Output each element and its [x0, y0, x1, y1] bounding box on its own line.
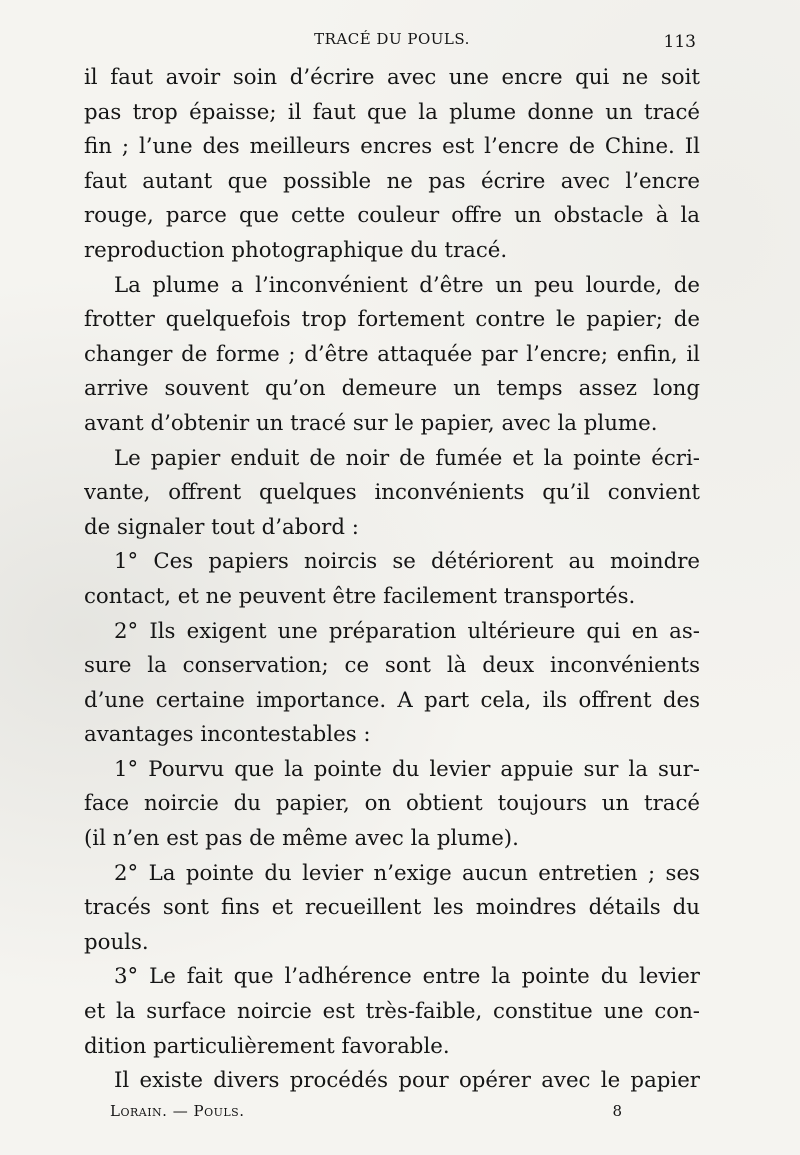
text-line: Le papier enduit de noir de fumée et la pointe écri- — [114, 445, 700, 471]
text-line: il faut avoir soin d’écrire avec une encre qui ne soit — [84, 65, 700, 90]
text-line: contact, et ne peuvent être facilement transportés. — [84, 583, 636, 609]
text-line: 2° Ils exigent une préparation ultérieure qui en as- — [114, 618, 700, 644]
text-line: tracés sont fins et recueillent les moindres détails du — [84, 895, 700, 921]
page-footer — [110, 1102, 630, 1126]
page-number: 113 — [663, 32, 696, 52]
text-line: 2° La pointe du levier n’exige aucun entretien ; ses — [114, 860, 700, 886]
text-line: La plume a l’inconvénient d’être un peu lourde, de — [114, 272, 700, 298]
text-line: frotter quelquefois trop fortement contre le papier; de — [84, 307, 700, 333]
text-line: 3° Le fait que l’adhérence entre la pointe du levier — [114, 964, 700, 990]
text-line: et la surface noircie est très-faible, constitue une con- — [84, 999, 700, 1025]
text-line: faut autant que possible ne pas écrire avec l’encre — [84, 168, 700, 194]
text-line: reproduction photographique du tracé. — [84, 237, 508, 263]
text-line: pas trop épaisse; il faut que la plume donne un tracé — [84, 99, 700, 125]
text-line: vante, offrent quelques inconvénients qu’il convient — [84, 480, 700, 506]
text-line: pouls. — [84, 929, 149, 955]
signature-mark: 8 — [612, 1102, 622, 1120]
text-line: sure la conservation; ce sont là deux inconvénients — [84, 653, 700, 679]
text-line: 1° Ces papiers noircis se détériorent au moindre — [114, 549, 700, 575]
text-line: rouge, parce que cette couleur offre un obstacle à la — [84, 203, 700, 229]
text-line: fin ; l’une des meilleurs encres est l’encre de Chine. Il — [84, 134, 700, 160]
text-line: dition particulièrement favorable. — [84, 1033, 450, 1059]
text-line: face noircie du papier, on obtient toujours un tracé — [84, 791, 700, 817]
text-line: 1° Pourvu que la pointe du levier appuie sur la sur- — [114, 756, 700, 782]
page-header — [84, 30, 700, 54]
text-line: arrive souvent qu’on demeure un temps assez long — [84, 376, 700, 402]
text-line: avant d’obtenir un tracé sur le papier, avec la plume. — [84, 410, 658, 436]
body-text — [84, 61, 700, 1099]
footer-author: Lorain. — Pouls. — [110, 1102, 245, 1120]
text-line: de signaler tout d’abord : — [84, 514, 359, 540]
text-line: changer de forme ; d’être attaquée par l’encre; enfin, il — [84, 341, 700, 367]
text-line: (il n’en est pas de même avec la plume). — [84, 826, 519, 852]
text-line: avantages incontestables : — [84, 722, 371, 748]
text-line: Il existe divers procédés pour opérer avec le papier — [114, 1068, 700, 1094]
text-line: d’une certaine importance. A part cela, ils offrent des — [84, 687, 700, 713]
running-title: TRACÉ DU POULS. — [314, 30, 470, 48]
